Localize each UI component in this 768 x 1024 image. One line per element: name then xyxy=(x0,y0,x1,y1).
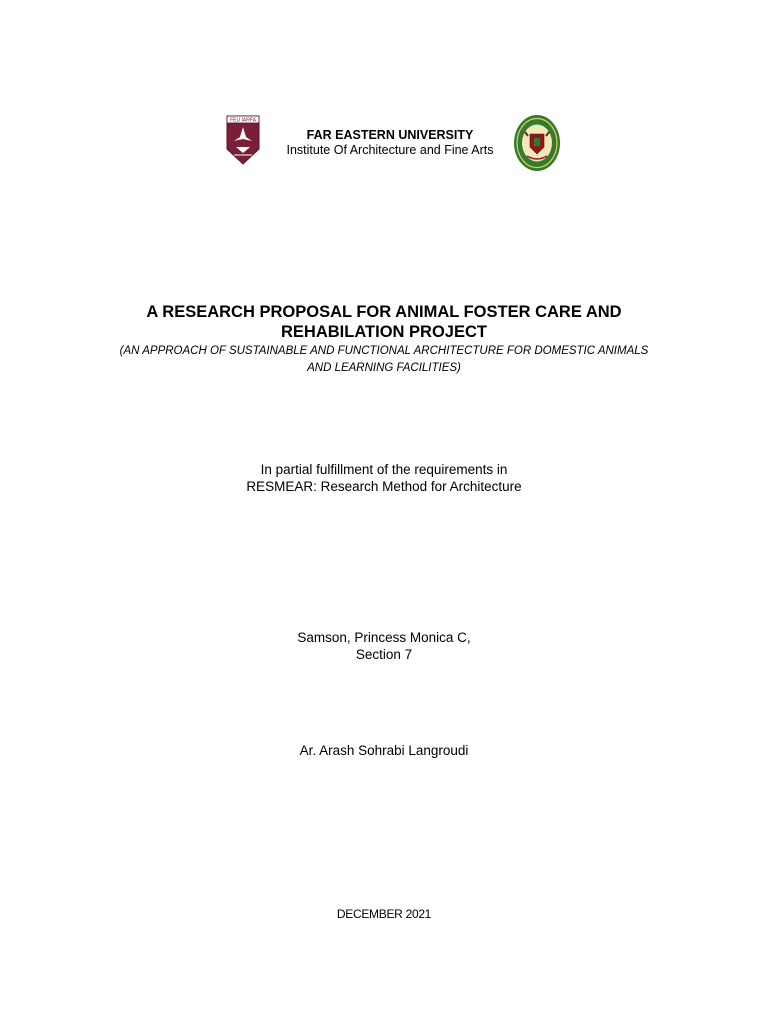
document-title-block xyxy=(60,302,708,376)
document-date: DECEMBER 2021 xyxy=(336,907,432,921)
document-title-line-2: REHABILATION PROJECT xyxy=(281,323,487,341)
fulfillment-line-2: RESMEAR: Research Method for Architecture xyxy=(246,479,522,494)
fulfillment-line-1: In partial fulfillment of the requirements in xyxy=(260,462,508,477)
author-block xyxy=(184,629,584,663)
document-title-line-1: A RESEARCH PROPOSAL FOR ANIMAL FOSTER CARE AND xyxy=(146,303,622,321)
adviser-name: Ar. Arash Sohrabi Langroudi xyxy=(299,743,469,758)
university-header xyxy=(270,128,510,158)
adviser-block xyxy=(184,742,584,759)
institute-name: Institute Of Architecture and Fine Arts xyxy=(286,143,494,157)
feu-iarfa-shield-icon xyxy=(226,115,260,165)
svg-text:FEU IARFA: FEU IARFA xyxy=(230,117,256,124)
author-name: Samson, Princess Monica C, xyxy=(297,630,471,645)
feu-seal-icon xyxy=(513,114,561,172)
author-section: Section 7 xyxy=(355,647,413,662)
document-subtitle-line-1: (AN APPROACH OF SUSTAINABLE AND FUNCTIONAL ARCHITECTURE FOR DOMESTIC ANIMALS xyxy=(119,345,649,357)
university-name: FAR EASTERN UNIVERSITY xyxy=(306,128,474,142)
document-subtitle-line-2: AND LEARNING FACILITIES) xyxy=(307,362,461,374)
fulfillment-statement xyxy=(134,461,634,495)
